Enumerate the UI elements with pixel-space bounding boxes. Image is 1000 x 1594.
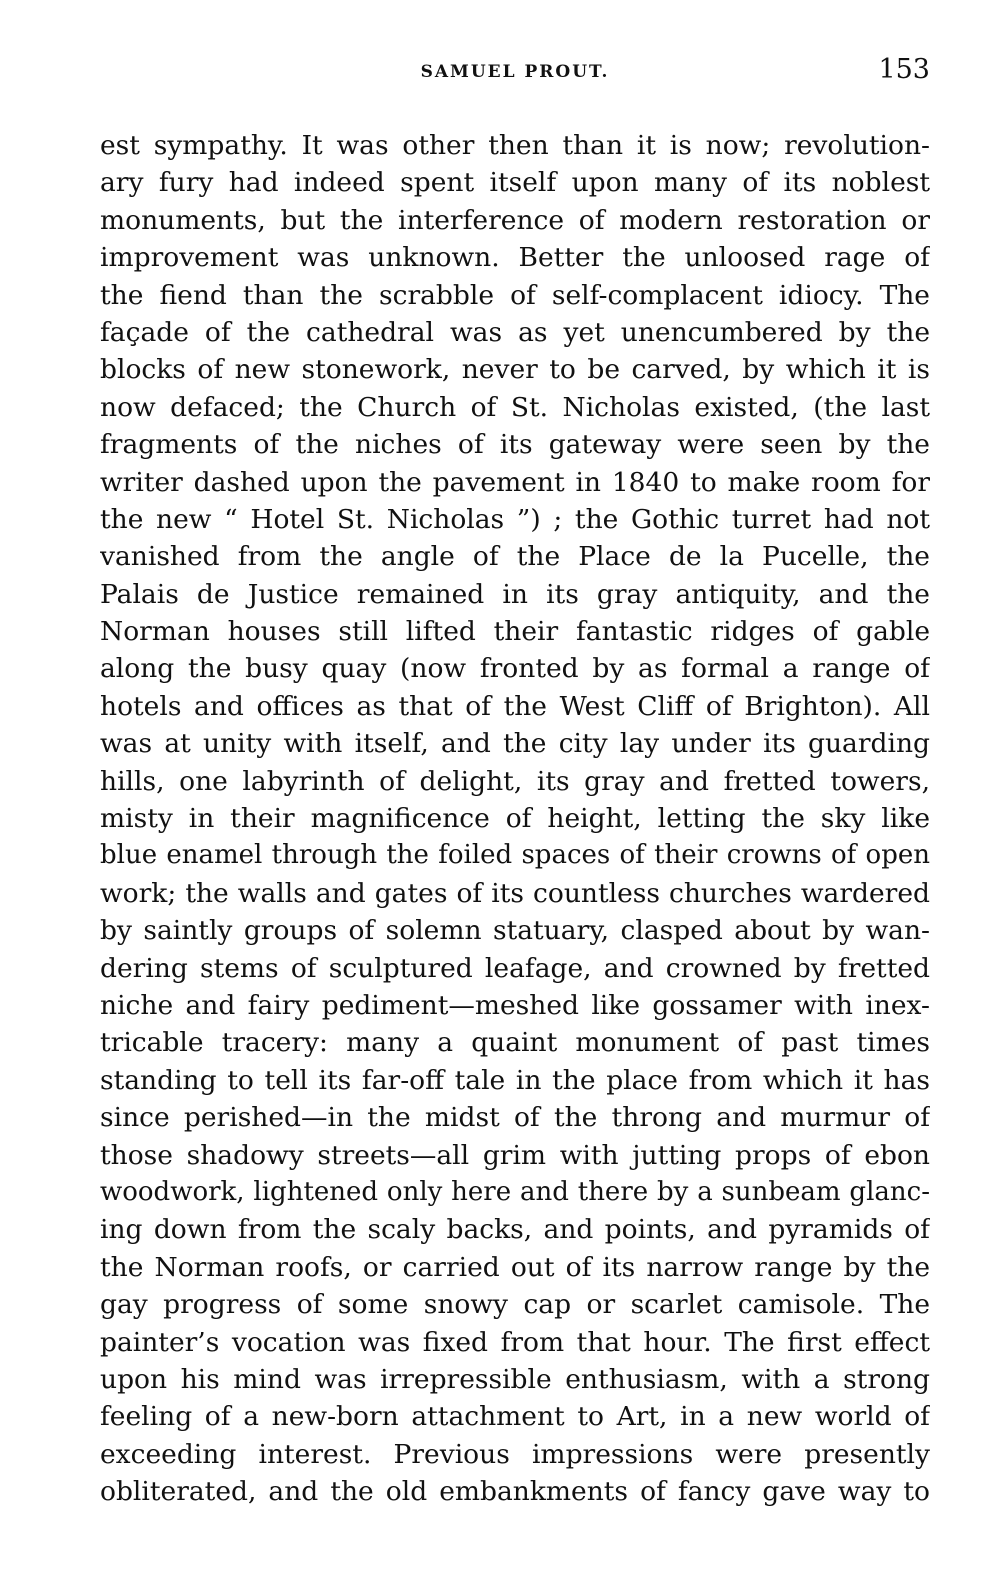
body-text [100, 127, 930, 1510]
text-line: gay progress of some snowy cap or scarlet camisole. The [100, 1289, 930, 1321]
text-line: along the busy quay (now fronted by as formal a range of [100, 653, 930, 685]
text-line: standing to tell its far-off tale in the place from which it has [100, 1064, 930, 1096]
text-line: fragments of the niches of its gateway were seen by the [100, 429, 930, 461]
text-line: the Norman roofs, or carried out of its narrow range by the [100, 1251, 930, 1283]
text-line: upon his mind was irrepressible enthusiasm, with a strong [100, 1363, 930, 1395]
text-line: ing down from the scaly backs, and points, and pyramids of [100, 1214, 930, 1246]
text-line: the fiend than the scrabble of self-complacent idiocy. The [100, 279, 930, 311]
text-line: misty in their magnificence of height, letting the sky like [100, 803, 930, 835]
text-line: now defaced; the Church of St. Nicholas existed, (the last [100, 391, 930, 423]
text-line: painter’s vocation was fixed from that hour. The first effect [100, 1326, 930, 1358]
text-line: by saintly groups of solemn statuary, clasped about by wan- [100, 915, 930, 947]
text-line: hotels and offices as that of the West Cliff of Brighton). All [100, 690, 930, 722]
text-line: obliterated, and the old embankments of fancy gave way to [100, 1476, 930, 1508]
text-line: monuments, but the interference of modern restoration or [100, 204, 930, 236]
text-line: hills, one labyrinth of delight, its gray and fretted towers, [100, 765, 930, 797]
text-line: vanished from the angle of the Place de la Pucelle, the [100, 541, 930, 573]
text-line: blocks of new stonework, never to be carved, by which it is [100, 354, 930, 386]
text-line: est sympathy. It was other then than it is now; revolution- [100, 130, 930, 161]
text-line: feeling of a new-born attachment to Art, in a new world of [100, 1401, 930, 1433]
text-line: was at unity with itself, and the city lay under its guarding [100, 728, 930, 760]
text-line: work; the walls and gates of its countless churches wardered [100, 877, 930, 909]
page-number: 153 [878, 54, 930, 85]
running-head: SAMUEL PROUT. [420, 62, 610, 82]
text-line: improvement was unknown. Better the unloosed rage of [100, 242, 930, 274]
text-line: niche and fairy pediment—meshed like gossamer with inex- [100, 989, 930, 1021]
text-line: exceeding interest. Previous impressions were presently [100, 1438, 930, 1470]
text-line: façade of the cathedral was as yet unencumbered by the [100, 316, 930, 348]
text-line: tricable tracery: many a quaint monument of past times [100, 1027, 930, 1059]
text-line: writer dashed upon the pavement in 1840 to make room for [100, 466, 930, 498]
text-line: the new “ Hotel St. Nicholas ”) ; the Gothic turret had not [100, 503, 930, 535]
text-line: since perished—in the midst of the throng and murmur of [100, 1102, 930, 1134]
text-line: those shadowy streets—all grim with jutting props of ebon [100, 1139, 930, 1171]
text-line: ary fury had indeed spent itself upon many of its noblest [100, 167, 930, 199]
text-line: Palais de Justice remained in its gray antiquity, and the [100, 578, 930, 610]
text-line: woodwork, lightened only here and there by a sunbeam glanc- [100, 1176, 930, 1207]
page-header [100, 52, 930, 92]
text-line: Norman houses still lifted their fantastic ridges of gable [100, 616, 930, 648]
text-line: blue enamel through the foiled spaces of their crowns of open [100, 840, 930, 871]
text-line: dering stems of sculptured leafage, and crowned by fretted [100, 952, 930, 984]
